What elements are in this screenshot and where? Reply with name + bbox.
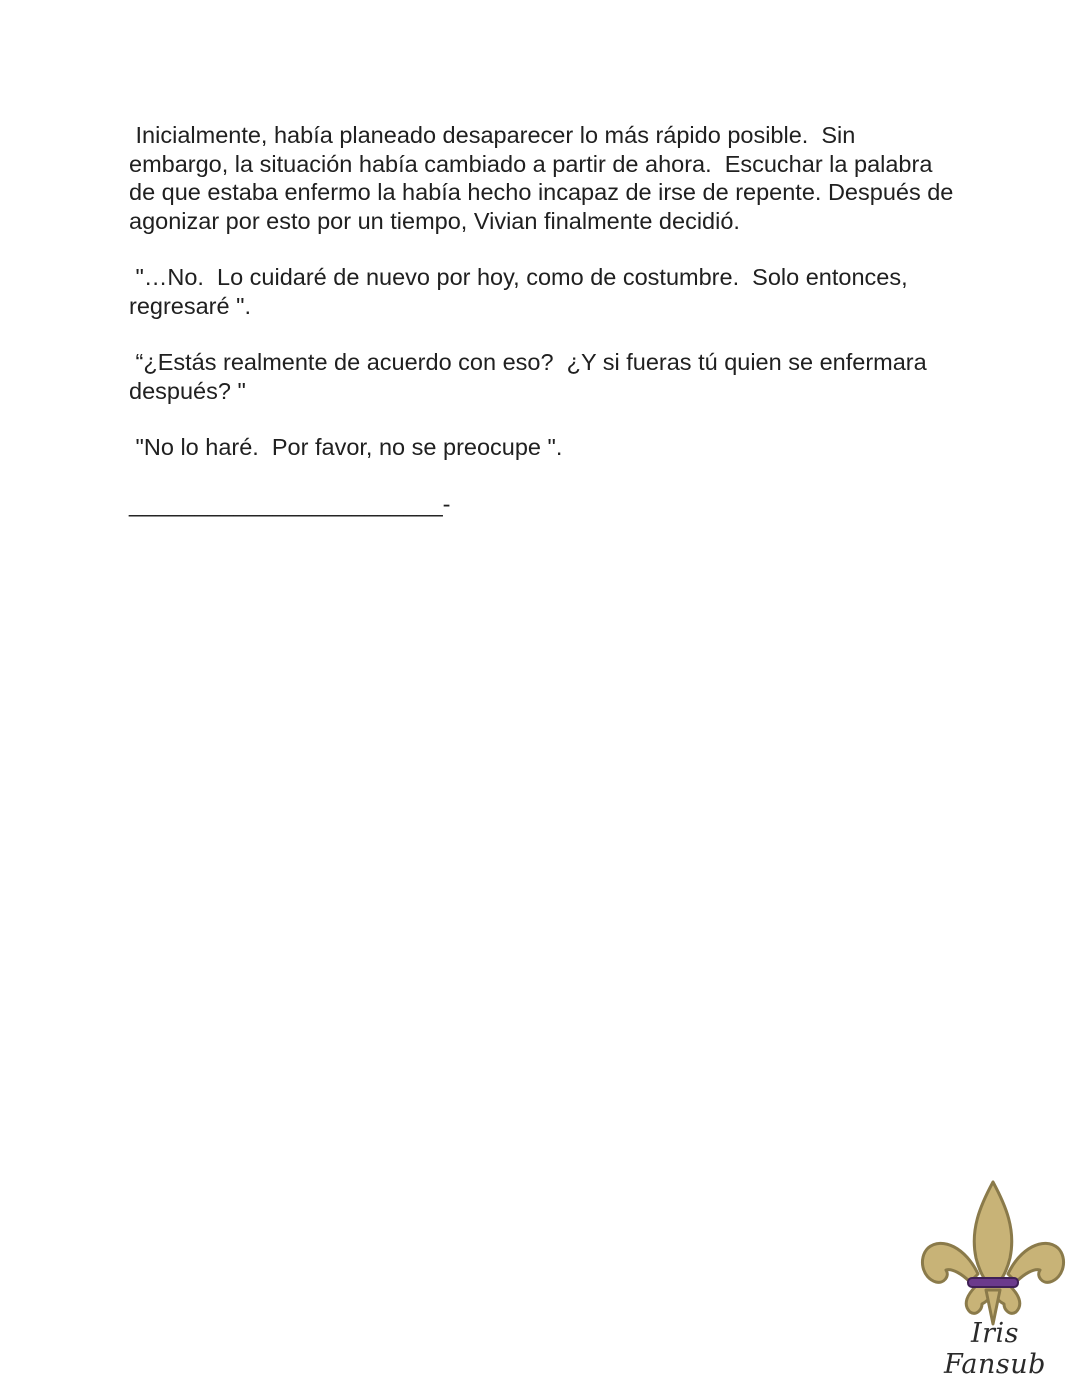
document-body [129,121,959,518]
section-divider: ________________________- [129,490,451,517]
paragraph: Inicialmente, había planeado desaparecer lo más rápido posible. Sin embargo, la situación había cambiado a partir de ahora. Escuchar la palabra de que estaba enfermo la había hecho incapaz de irse de repente. Después de agonizar por esto por un tiempo, Vivian finalmente decidió. [129,122,960,234]
paragraph: "No lo haré. Por favor, no se preocupe ". [129,434,563,460]
paragraph: "…No. Lo cuidaré de nuevo por hoy, como de costumbre. Solo entonces, regresaré ". [129,264,915,319]
paragraph: “¿Estás realmente de acuerdo con eso? ¿Y si fueras tú quien se enfermara después? " [129,349,934,404]
watermark-text: Iris Fansub [944,1318,1046,1380]
fleur-de-lis-icon [918,1178,1068,1328]
